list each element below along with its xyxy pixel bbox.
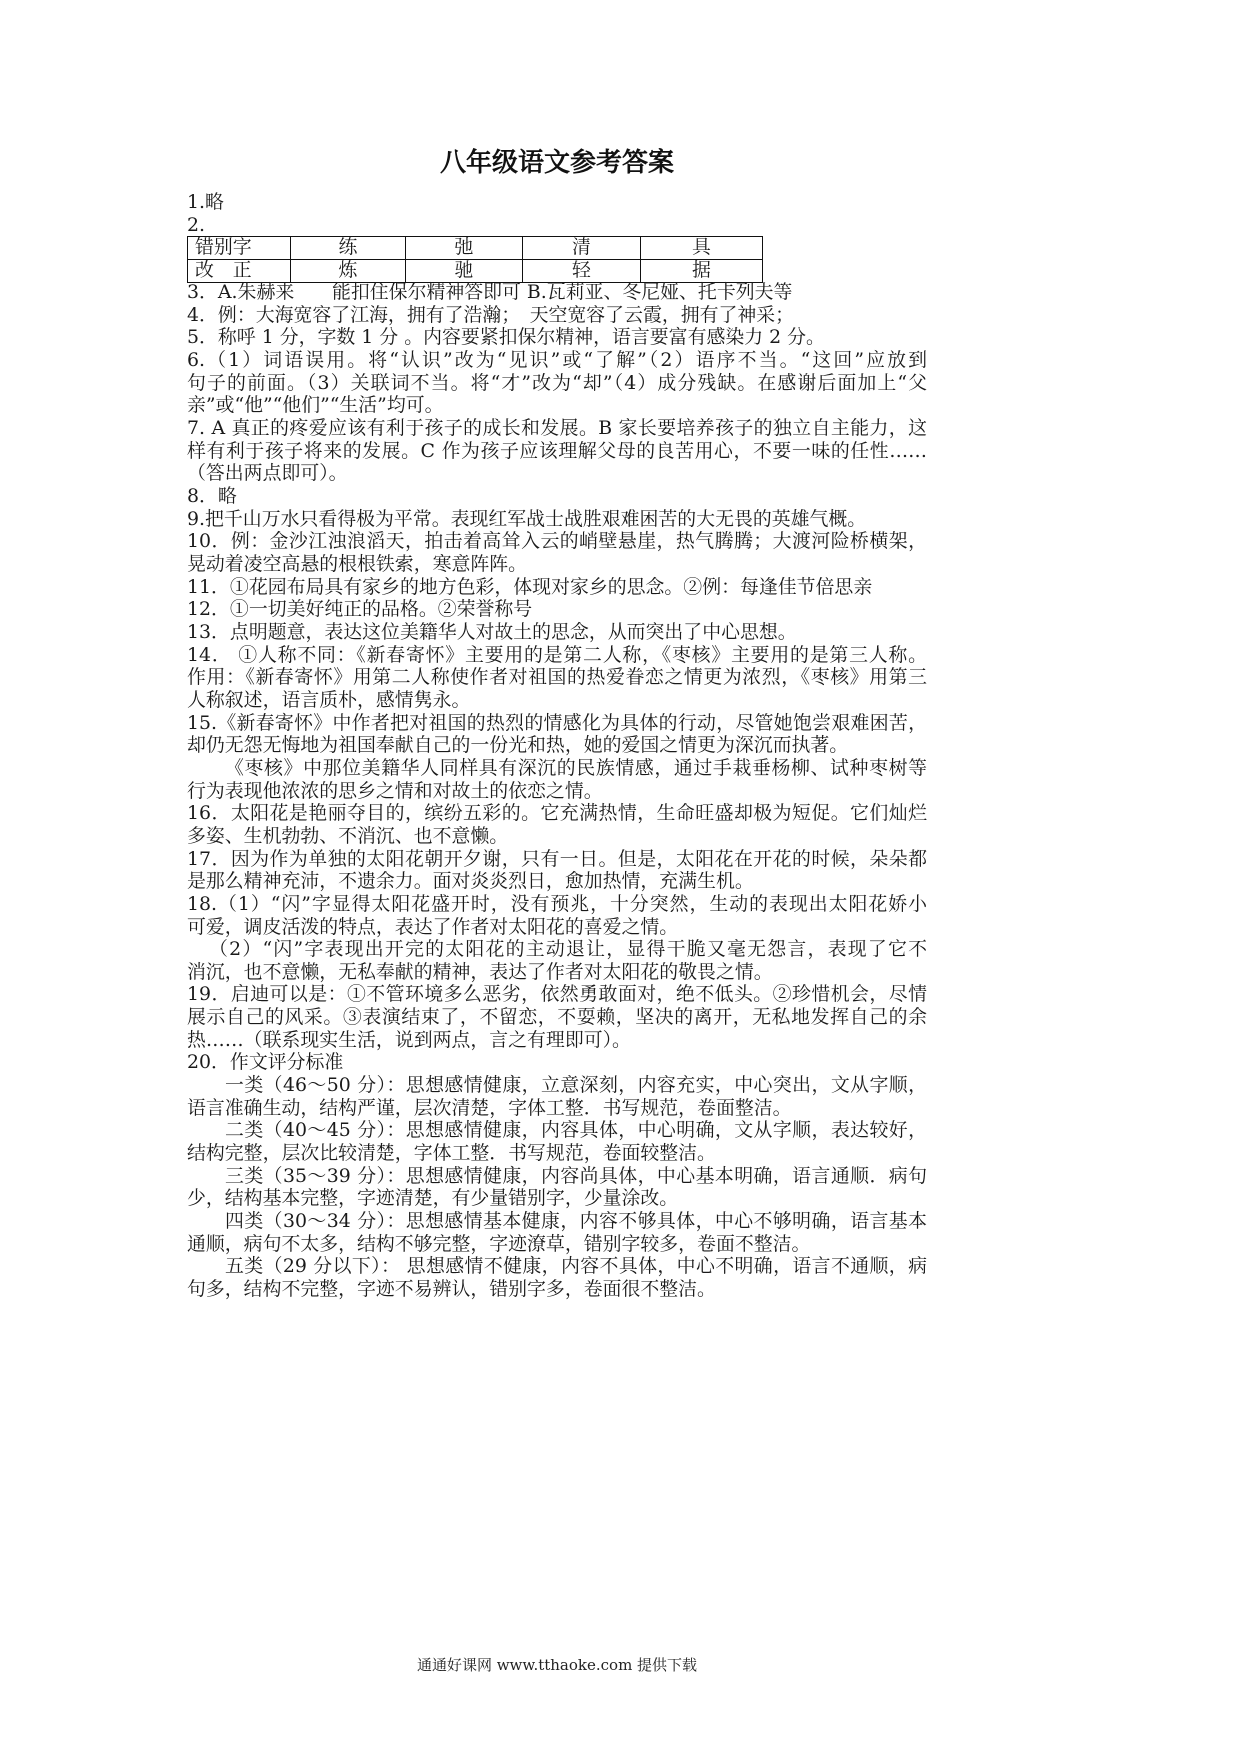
- grade-4-line-1: 四类（30～34 分）：思想感情基本健康，内容不够具体，中心不够明确，语言基本: [225, 1210, 927, 1233]
- answer-5-line-1: 5．称呼 1 分，字数 1 分 。内容要紧扣保尔精神，语言要富有感染力 2 分。: [187, 326, 825, 349]
- answer-4-line-1: 4．例：大海宽容了江海，拥有了浩瀚； 天空宽容了云霞，拥有了神采；: [187, 303, 795, 326]
- answer-8-line-1: 8．略: [187, 485, 237, 508]
- table-cell: 炼: [291, 260, 406, 283]
- table-row-label-corrections: 改 正: [188, 260, 291, 283]
- answer-19-line-2: 展示自己的风采。③表演结束了，不留恋，不耍赖，坚决的离开，无私地发挥自己的余: [187, 1006, 927, 1029]
- answer-7-line-2: 样有利于孩子将来的发展。C 作为孩子应该理解父母的良苦用心，不要一味的任性……: [187, 439, 927, 462]
- answer-6-line-1: 6.（1）词语误用。将“认识”改为“见识”或“了解”（2）语序不当。“这回”应放到: [187, 349, 927, 372]
- grade-3-line-1: 三类（35～39 分）：思想感情健康，内容尚具体，中心基本明确，语言通顺．病句: [225, 1164, 927, 1187]
- table-cell: 具: [641, 237, 763, 260]
- answer-15-line-4: 行为表现他浓浓的思乡之情和对故土的依恋之情。: [187, 779, 603, 802]
- answer-14-line-3: 人称叙述，语言质朴，感情隽永。: [187, 688, 471, 711]
- answer-14-line-2: 作用：《新春寄怀》用第二人称使作者对祖国的热爱眷恋之情更为浓烈，《枣核》用第三: [187, 666, 927, 689]
- answer-2-line-1: 2.: [187, 213, 206, 236]
- answer-14-line-1: 14． ①人称不同：《新春寄怀》主要用的是第二人称，《枣核》主要用的是第三人称。: [187, 643, 927, 666]
- table-cell: 轻: [523, 260, 641, 283]
- grade-5-line-1: 五类（29 分以下）： 思想感情不健康，内容不具体，中心不明确，语言不通顺，病: [225, 1255, 927, 1278]
- table-cell: 练: [291, 237, 406, 260]
- table-cell: 弛: [406, 237, 523, 260]
- table-cell: 驰: [406, 260, 523, 283]
- answer-18-line-3: （2）“闪”字表现出开完的太阳花的主动退让，显得干脆又毫无怨言，表现了它不: [209, 938, 927, 961]
- answer-18-line-1: 18.（1）“闪”字显得太阳花盛开时，没有预兆，十分突然，生动的表现出太阳花娇小: [187, 892, 927, 915]
- document-title: 八年级语文参考答案: [439, 148, 674, 178]
- answer-16-line-2: 多姿、生机勃勃、不消沉、也不意懒。: [187, 824, 509, 847]
- answer-10-line-1: 10．例：金沙江浊浪滔天，拍击着高耸入云的峭壁悬崖，热气腾腾；大渡河险桥横架，: [187, 530, 927, 553]
- answer-12-line-1: 12．①一切美好纯正的品格。②荣誉称号: [187, 598, 533, 621]
- answer-10-line-2: 晃动着凌空高悬的根根铁索，寒意阵阵。: [187, 553, 528, 575]
- grade-5-line-2: 句多，结构不完整，字迹不易辨认，错别字多，卷面很不整洁。: [187, 1278, 716, 1300]
- answer-17-line-1: 17．因为作为单独的太阳花朝开夕谢，只有一日。但是，太阳花在开花的时候，朵朵都: [187, 847, 927, 870]
- grade-1-line-1: 一类（46～50 分）：思想感情健康，立意深刻，内容充实，中心突出，文从字顺，: [225, 1074, 927, 1097]
- footer-source: 通通好课网 www.tthaoke.com 提供下载: [416, 1656, 698, 1674]
- answer-6-line-2: 句子的前面。（3）关联词不当。将“才”改为“却”（4）成分残缺。在感谢后面加上“父: [187, 371, 927, 394]
- answer-20-heading: 20．作文评分标准: [187, 1051, 344, 1074]
- answer-7-line-3: （答出两点即可）。: [187, 462, 348, 485]
- answer-7-line-1: 7. A 真正的疼爱应该有利于孩子的成长和发展。B 家长要培养孩子的独立自主能力，这: [187, 417, 927, 440]
- grade-3-line-2: 少，结构基本完整，字迹清楚，有少量错别字，少量涂改。: [187, 1187, 679, 1210]
- answer-9-line-1: 9.把千山万水只看得极为平常。表现红军战士战胜艰难困苦的大无畏的英雄气概。: [187, 507, 867, 530]
- answer-18-line-2: 可爱，调皮活泼的特点，表达了作者对太阳花的喜爱之情。: [187, 915, 679, 938]
- answer-15-line-3: 《枣核》中那位美籍华人同样具有深沉的民族情感，通过手栽垂杨柳、试种枣树等: [225, 756, 927, 779]
- typo-correction-table: [187, 236, 763, 282]
- answer-16-line-1: 16．太阳花是艳丽夺目的，缤纷五彩的。它充满热情，生命旺盛却极为短促。它们灿烂: [187, 802, 927, 825]
- answer-19-line-3: 热……（联系现实生活，说到两点，言之有理即可）。: [187, 1028, 631, 1051]
- grade-4-line-2: 通顺，病句不太多，结构不够完整，字迹潦草，错别字较多，卷面不整洁。: [187, 1232, 811, 1255]
- answer-list: [187, 191, 927, 1301]
- grade-1-line-2: 语言准确生动，结构严谨，层次清楚，字体工整．书写规范，卷面整洁。: [187, 1096, 792, 1119]
- answer-15-line-1: 15.《新春寄怀》中作者把对祖国的热烈的情感化为具体的行动，尽管她饱尝艰难困苦，: [187, 711, 927, 734]
- answer-6-line-3: 亲”或“他”“他们”“生活”均可。: [187, 394, 444, 417]
- answer-18-line-4: 消沉，也不意懒，无私奉献的精神，表达了作者对太阳花的敬畏之情。: [187, 960, 773, 983]
- answer-19-line-1: 19．启迪可以是：①不管环境多么恶劣，依然勇敢面对，绝不低头。②珍惜机会，尽情: [187, 983, 927, 1006]
- answer-3-line-1: 3．A.朱赫来 能扣住保尔精神答即可 B.瓦莉亚、冬尼娅、托卡列夫等: [187, 281, 793, 304]
- answer-17-line-2: 是那么精神充沛，不遗余力。面对炎炎烈日，愈加热情，充满生机。: [187, 870, 754, 893]
- grade-2-line-2: 结构完整，层次比较清楚，字体工整．书写规范，卷面较整洁。: [187, 1142, 716, 1165]
- answer-13-line-1: 13．点明题意，表达这位美籍华人对故土的思念，从而突出了中心思想。: [187, 620, 797, 643]
- answer-1-line-1: 1.略: [187, 191, 224, 213]
- table-cell: 清: [523, 237, 641, 260]
- answer-15-line-2: 却仍无怨无悔地为祖国奉献自己的一份光和热，她的爱国之情更为深沉而执著。: [187, 734, 849, 757]
- table-row-label-typos: 错别字: [188, 237, 291, 260]
- answer-11-line-1: 11．①花园布局具有家乡的地方色彩，体现对家乡的思念。②例：每逢佳节倍思亲: [187, 575, 873, 598]
- table-cell: 据: [641, 260, 763, 283]
- grade-2-line-1: 二类（40～45 分）：思想感情健康，内容具体，中心明确，文从字顺，表达较好，: [225, 1119, 927, 1142]
